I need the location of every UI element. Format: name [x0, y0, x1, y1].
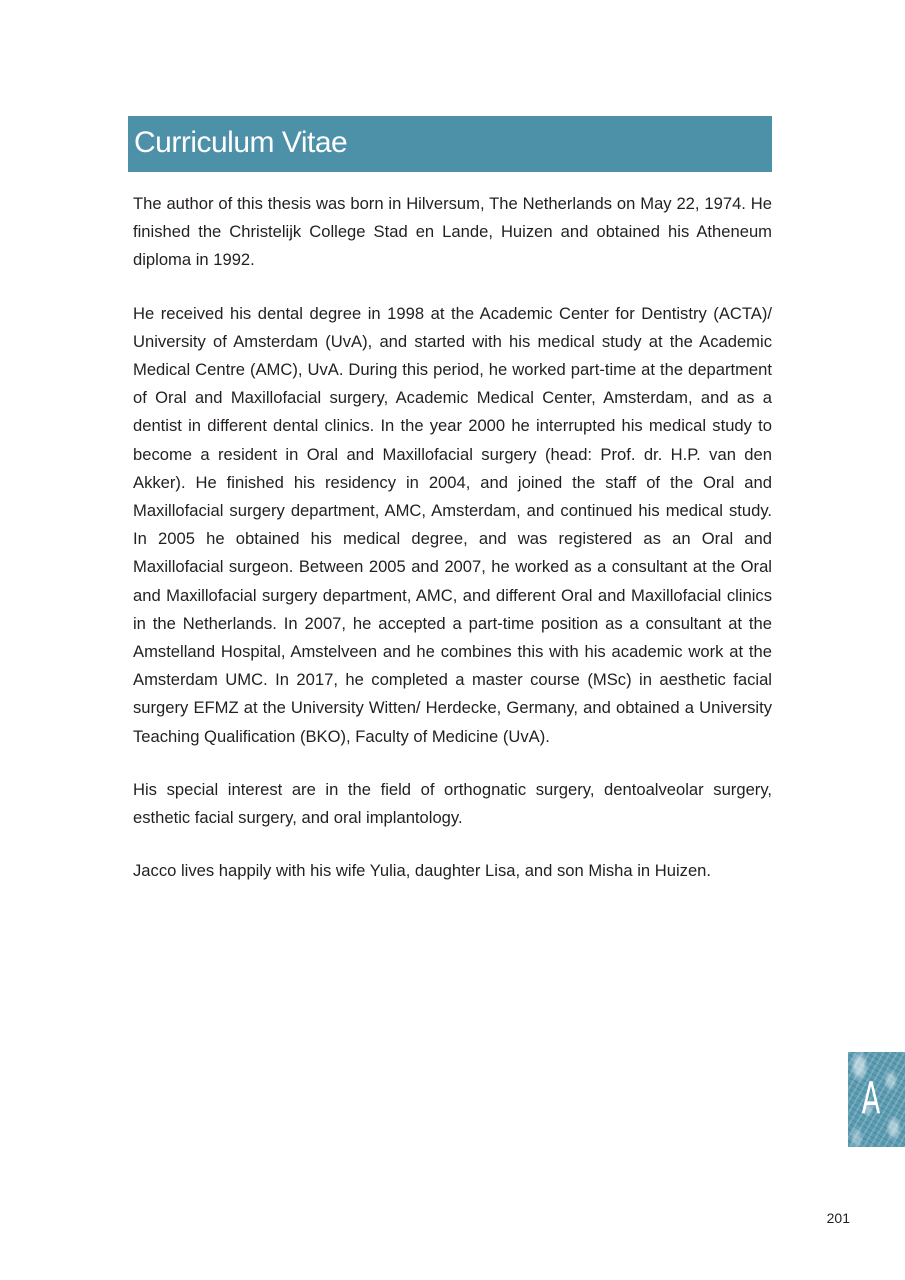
paragraph-interests: His special interest are in the field of orthognatic surgery, dentoalveolar surgery, esthetic facial surgery, and oral implantology. — [133, 779, 772, 828]
chapter-tab — [848, 1052, 905, 1147]
paragraph-personal: Jacco lives happily with his wife Yulia, daughter Lisa, and son Misha in Huizen. — [133, 861, 712, 881]
paragraph-birth-education: The author of this thesis was born in Hilversum, The Netherlands on May 22, 1974. He finished the Christelijk College Stad en Lande, Huizen and obtained his Atheneum diploma in 1992. — [133, 194, 772, 270]
cv-body — [133, 190, 772, 910]
chapter-letter: A — [861, 1073, 881, 1124]
paragraph-career: He received his dental degree in 1998 at the Academic Center for Dentistry (ACTA)/ University of Amsterdam (UvA), and started with his medical study at the Academic Medical Centre (AMC), UvA. During this period, he worked part-time at the department of Oral and Maxillofacial surgery, Academic Medical Center, Amsterdam, and as a dentist in different dental clinics. In the year 2000 he interrupted his medical study to become a resident in Oral and Maxillofacial surgery (head: Prof. dr. H.P. van den Akker). He finished his residency in 2004, and joined the staff of the Oral and Maxillofacial surgery department, AMC, Amsterdam, and continued his medical study. In 2005 he obtained his medical degree, and was registered as an Oral and Maxillofacial surgeon. Between 2005 and 2007, he worked as a consultant at the Oral and Maxillofacial surgery department, AMC, and different Oral and Maxillofacial clinics in the Netherlands. In 2007, he accepted a part-time position as a consultant at the Amstelland Hospital, Amstelveen and he combines this with his academic work at the Amsterdam UMC. In 2017, he completed a master course (MSc) in aesthetic facial surgery EFMZ at the University Witten/ Herdecke, Germany, and obtained a University Teaching Qualification (BKO), Faculty of Medicine (UvA). — [133, 303, 772, 746]
page-number: 201 — [826, 1210, 850, 1226]
page-title: Curriculum Vitae — [134, 126, 348, 159]
title-bar — [128, 116, 772, 172]
